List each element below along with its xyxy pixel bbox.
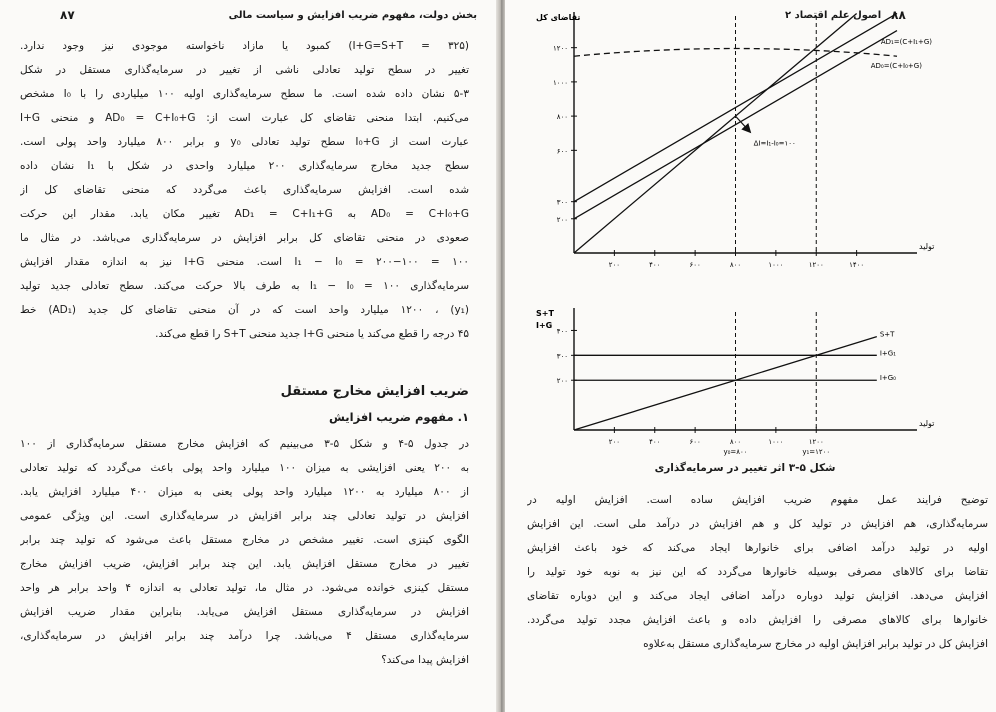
text-line: افزایش در سرمایه‌گذاری مستقل افزایش می‌یابد. بنابراین مقدار ضریب افزایش bbox=[20, 606, 469, 618]
right-page bbox=[505, 0, 996, 712]
text-line: (۳۲۵ = I+G=S+T) کمبود یا مازاد ناخواسته موجودی نیز وجود ندارد. bbox=[20, 40, 469, 52]
paragraph-multiplier-explanation bbox=[20, 34, 469, 346]
text-line: تقاضا برای کالاهای مصرفی بوسیله خانوارها می‌گردد که این نیز به نوبه خود تولید را bbox=[527, 566, 988, 578]
text-line: خانوارها برای کالاهای مصرفی را افزایش داده و باعث افزایش مجدد تولید می‌گردد. bbox=[527, 614, 988, 626]
x-tick-label: ۱۰۰۰ bbox=[768, 438, 784, 446]
text-line: افزایش پیدا می‌کند؟ bbox=[381, 654, 469, 666]
text-line: شده است. افزایش سرمایه‌گذاری باعث می‌گردد که منحنی تقاضای کل از bbox=[20, 184, 469, 196]
text-line: اولیه در تولید درآمد اضافی برای خانوارها ایجاد می‌کند که خود باعث افزایش bbox=[527, 542, 988, 554]
text-line: I₁ − I₀ = ۲۰۰−۱۰۰ = ۱۰۰ است. منحنی I+G نیز به اندازه مقدار افزایش bbox=[20, 256, 469, 268]
y-tick-label: ۱۲۰۰ bbox=[552, 44, 568, 53]
text-line: افزایش کل در تولید برابر افزایش اولیه در مخارج سرمایه‌گذاری مستقل به‌علاوه bbox=[643, 638, 988, 650]
equilibrium-output-label: y₁=۱۲۰۰ bbox=[802, 448, 831, 456]
text-line: مستقل کینزی خوانده می‌شود. در مثال ما، تولید تعادلی به اندازه ۴ واحد برابر هر واحد bbox=[20, 582, 469, 594]
x-tick-label: ۴۰۰ bbox=[649, 261, 661, 269]
text-line: سرمایه‌گذاری I₁ − I₀ = ۱۰۰ به طرف بالا حرکت می‌کند. سطح تعادلی جدید تولید bbox=[20, 280, 469, 292]
series-label: AD₁=(C+I₁+G) bbox=[880, 38, 933, 47]
text-line: تغییر در مخارج مستقل افزایش یابد. این چند برابر افزایش، ضریب افزایش مخارج bbox=[20, 558, 469, 570]
text-line: سطح جدید مخارج سرمایه‌گذاری ۲۰۰ میلیارد واحدی در شکل با I₁ نشان داده bbox=[20, 160, 469, 172]
y-tick-label: ۴۰۰ bbox=[556, 327, 568, 336]
subsection-heading: ۱. مفهوم ضریب افزایش bbox=[329, 410, 469, 424]
series-label: I+G₁ bbox=[879, 349, 896, 358]
shift-annotation: ΔI=I₁-I₀=۱۰۰ bbox=[753, 139, 796, 148]
y-tick-label: ۳۰۰ bbox=[556, 198, 568, 207]
text-line: الگوی کینزی است. تغییر مشخص در مخارج مستقل باعث می‌شود که تولید چند برابر bbox=[20, 534, 469, 546]
x-tick-label: ۸۰۰ bbox=[729, 438, 742, 446]
page-number: ۸۸ bbox=[891, 8, 906, 22]
y-axis-label: S+T bbox=[536, 309, 554, 318]
y-tick-label: ۳۰۰ bbox=[556, 352, 568, 361]
x-tick-label: ۱۴۰۰ bbox=[849, 261, 865, 269]
series-line45 bbox=[574, 13, 857, 253]
x-axis-label: تولید bbox=[919, 242, 935, 251]
x-tick-label: ۴۰۰ bbox=[649, 438, 661, 446]
x-tick-label: ۸۰۰ bbox=[729, 261, 742, 269]
x-tick-label: ۶۰۰ bbox=[689, 438, 701, 446]
y-tick-label: ۱۰۰۰ bbox=[552, 78, 568, 87]
investment-change-figure bbox=[517, 0, 987, 460]
text-line: صعودی در منحنی تقاضای کل برابر افزایش در سرمایه‌گذاری می‌باشد. در مثال ما bbox=[20, 232, 469, 244]
y-axis-label: تقاضای کل bbox=[536, 13, 581, 22]
paragraph-multiplier-process bbox=[527, 488, 988, 656]
running-title: بخش دولت، مفهوم ضریب افزایش و سیاست مالی bbox=[228, 9, 477, 21]
y-tick-label: ۲۰۰ bbox=[556, 377, 568, 386]
text-line: توضیح فرایند عمل مفهوم ضریب افزایش ساده است. افزایش اولیه در bbox=[527, 494, 988, 506]
series-label: I+G₀ bbox=[879, 374, 896, 383]
equilibrium-output-label: y₀=۸۰۰ bbox=[723, 448, 748, 456]
x-tick-label: ۱۲۰۰ bbox=[808, 438, 824, 446]
y-tick-label: ۸۰۰ bbox=[556, 113, 568, 122]
left-running-head bbox=[60, 4, 477, 26]
left-page bbox=[0, 0, 497, 712]
text-line: از ۸۰۰ میلیارد به ۱۲۰۰ میلیارد واحد پولی یعنی به میزان ۴۰۰ میلیارد افزایش یابد. bbox=[20, 486, 469, 498]
text-line: افزایش می‌دهد. افزایش تولید دوباره درآمد اضافی ایجاد می‌کند و این دوباره تقاضای bbox=[527, 590, 988, 602]
text-line: سرمایه‌گذاری مستقل ۴ می‌باشد. چرا درآمد چند برابر افزایش در سرمایه‌گذاری، bbox=[20, 630, 469, 642]
y-tick-label: ۲۰۰ bbox=[556, 215, 568, 224]
text-line: (y₁) ، ۱۲۰۰ میلیارد واحد است که در آن منحنی تقاضای کل جدید (AD₁) خط bbox=[20, 304, 469, 316]
text-line: می‌کنیم. ابتدا منحنی تقاضای کل عبارت است از: AD₀ = C+I₀+G و منحنی I+G bbox=[20, 112, 469, 124]
x-axis-label: تولید bbox=[919, 419, 935, 428]
text-line: ۵-۳ نشان داده شده است. ما سطح سرمایه‌گذاری اولیه ۱۰۰ میلیاردی را با I₀ مشخص bbox=[20, 88, 469, 100]
y-axis-label: I+G bbox=[536, 321, 553, 330]
x-tick-label: ۶۰۰ bbox=[689, 261, 701, 269]
series-label: S+T bbox=[879, 330, 895, 339]
text-line: در جدول ۵-۴ و شکل ۵-۳ می‌بینیم که افزایش مخارج مستقل سرمایه‌گذاری از ۱۰۰ bbox=[20, 438, 469, 450]
paragraph-multiplier-concept bbox=[20, 432, 469, 672]
x-tick-label: ۲۰۰ bbox=[608, 261, 621, 269]
running-title: اصول علم اقتصاد ۲ bbox=[785, 9, 882, 21]
x-tick-label: ۱۰۰۰ bbox=[768, 261, 784, 269]
text-line: تغییر در سطح تولید تعادلی ناشی از تغییر در سرمایه‌گذاری مستقل در شکل bbox=[20, 64, 469, 76]
x-tick-label: ۱۲۰۰ bbox=[808, 261, 824, 269]
page-number: ۸۷ bbox=[60, 8, 75, 22]
figure-caption: شکل ۵-۳ اثر تغییر در سرمایه‌گذاری bbox=[654, 462, 836, 474]
y-tick-label: ۶۰۰ bbox=[556, 147, 568, 156]
x-tick-label: ۲۰۰ bbox=[608, 438, 621, 446]
series-st bbox=[574, 337, 877, 430]
text-line: افزایش در تولید تعادلی چند برابر افزایش در سرمایه‌گذاری است. این ویژگی عمومی bbox=[20, 510, 469, 522]
top-panel bbox=[536, 9, 935, 269]
text-line: سرمایه‌گذاری، هم افزایش در تولید کل و هم افزایش در درآمد ملی است. این افزایش bbox=[527, 518, 988, 530]
section-heading: ضریب افزایش مخارج مستقل bbox=[280, 384, 469, 399]
series-label: AD₀=(C+I₀+G) bbox=[870, 62, 922, 71]
bottom-panel bbox=[536, 308, 934, 456]
text-line: عبارت است از I₀+G سطح تولید تعادلی y₀ و برابر ۸۰۰ میلیارد واحد پولی است. bbox=[20, 136, 469, 148]
text-line: ۴۵ درجه را قطع می‌کند یا منحنی I+G جدید منحنی S+T را قطع می‌کند. bbox=[155, 328, 469, 340]
text-line: به ۲۰۰ یعنی افزایشی به میزان ۱۰۰ میلیارد واحد پولی باعث می‌گردد که تولید تعادلی bbox=[20, 462, 469, 474]
text-line: AD₀ = C+I₀+G به AD₁ = C+I₁+G تغییر مکان یابد. مقدار این حرکت bbox=[20, 208, 469, 220]
